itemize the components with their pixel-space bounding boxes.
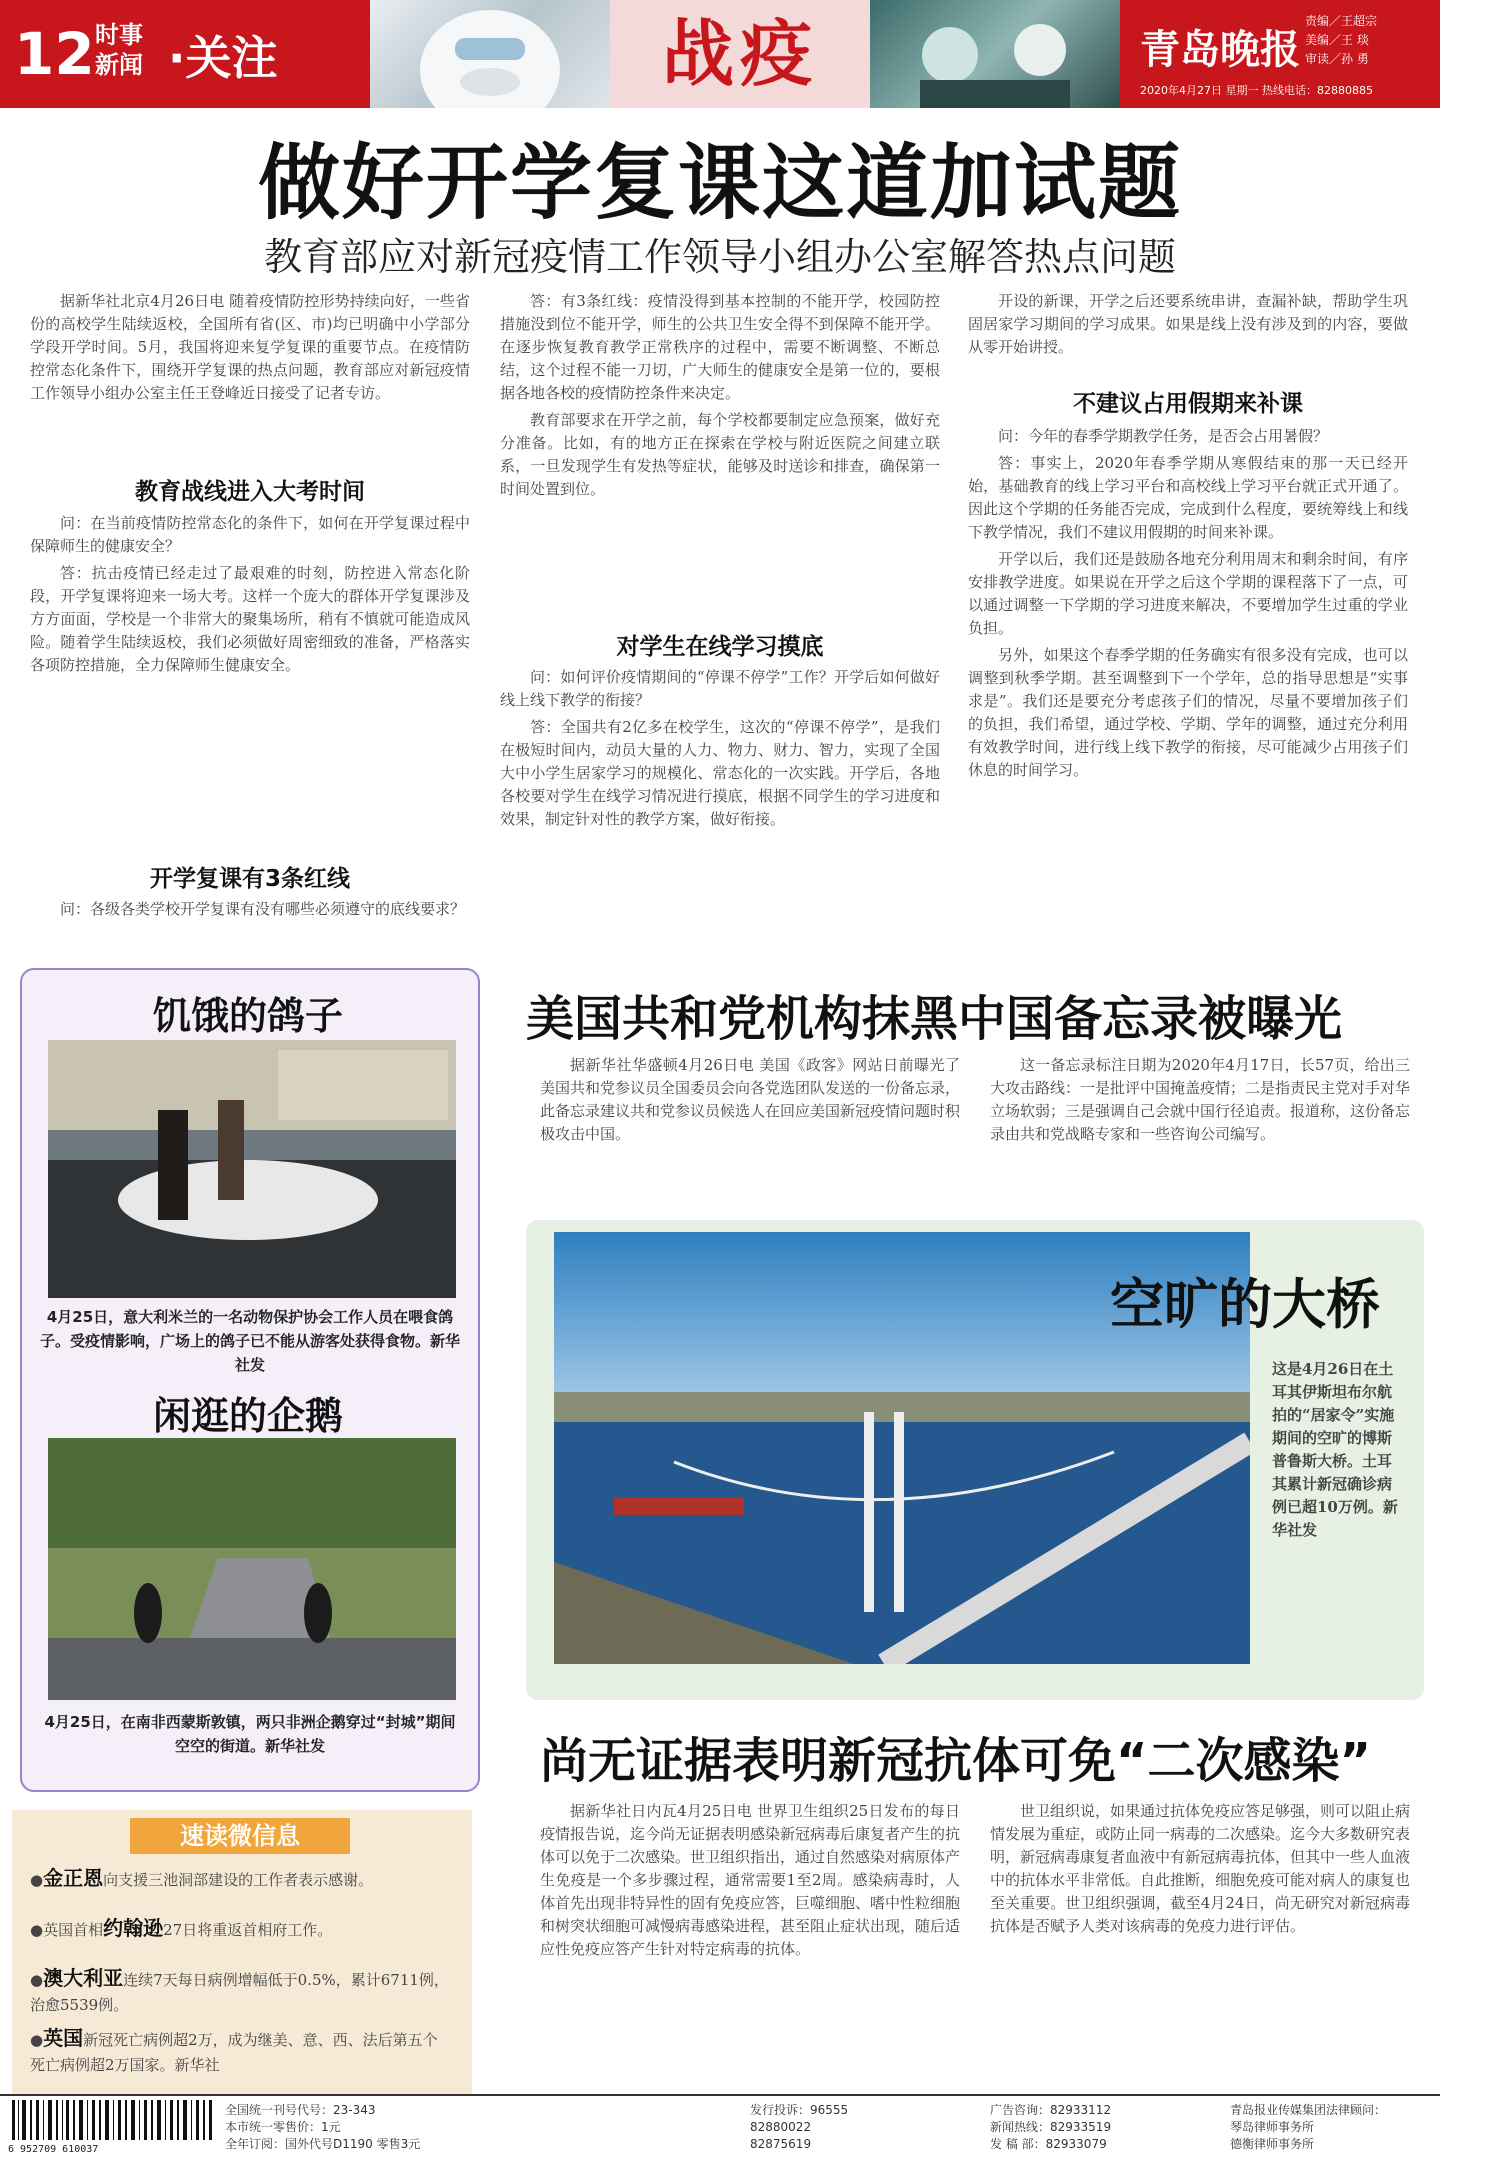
editor-line: 责编／王超宗 bbox=[1305, 14, 1378, 28]
article-column bbox=[540, 1054, 960, 1204]
brief-lead: 英国 bbox=[43, 2026, 84, 2050]
pigeons-caption: 4月25日，意大利米兰的一名动物保护协会工作人员在喂食鸽子。受疫情影响，广场上的鸽子已不能从游客处获得食物。新华社发 bbox=[40, 1308, 461, 1374]
paragraph: 这一备忘录标注日期为2020年4月17日，长57页，给出三大攻击路线：一是批评中国掩盖疫情；二是指责民主党对手对华立场软弱；三是强调自己会就中国行径追责。报道称，这份备忘录由共和党战略专家和一些咨询公司编写。 bbox=[990, 1056, 1410, 1143]
banner-photo-medic bbox=[370, 0, 610, 108]
footer-line: 全年订阅：国外代号D1190 零售3元 bbox=[225, 2137, 421, 2151]
pigeons-photo bbox=[48, 1040, 456, 1298]
main-headline: 做好开学复课这道加试题 bbox=[257, 136, 1182, 231]
paragraph: 另外，如果这个春季学期的任务确实有很多没有完成，也可以调整到秋季学期。甚至调整到下一个学年，总的指导思想是“实事求是”。我们还是要充分考虑孩子们的情况，尽量不要增加孩子们的负担，我们希望，通过学校、学期、学年的调整，通过充分利用有效教学时间，进行线上线下教学的衔接，尽可能减少占用孩子们休息的时间学习。 bbox=[968, 646, 1408, 779]
brief-lead: 澳大利亚 bbox=[43, 1966, 124, 1990]
section-label-small: 时事新闻 bbox=[95, 21, 143, 79]
penguins-photo bbox=[48, 1438, 456, 1700]
paragraph: 问：在当前疫情防控常态化的条件下，如何在开学复课过程中保障师生的健康安全？ bbox=[30, 514, 470, 555]
brief-news-title: 速读微信息 bbox=[130, 1818, 350, 1854]
footer-line: 82880022 bbox=[750, 2120, 812, 2134]
brief-text: 连续7天每日病例增幅低于0.5%，累计6711例，治愈5539例。 bbox=[30, 1971, 449, 2014]
editor-line: 审读／孙 勇 bbox=[1305, 52, 1369, 66]
paragraph: 据新华社日内瓦4月25日电 世界卫生组织25日发布的每日疫情报告说，迄今尚无证据表明感染新冠病毒后康复者产生的抗体可以免于二次感染。世卫组织指出，通过自然感染对病原体产生免疫是一个多步骤过程，通常需要1至2周。感染病毒时，人体首先出现非特异性的固有免疫应答，巨噬细胞、嗜中性粒细胞和树突状细胞可减慢病毒感染进程，甚至阻止症状出现，随后适应性免疫应答产生针对特定病毒的抗体。 bbox=[540, 1802, 960, 1958]
paragraph: 问：今年的春季学期教学任务，是否会占用暑假？ bbox=[998, 427, 1329, 445]
footer-line: 青岛报业传媒集团法律顾问： bbox=[1230, 2103, 1387, 2117]
theme-title: 战疫 bbox=[610, 0, 870, 108]
paragraph: 答：事实上，2020年春季学期从寒假结束的那一天已经开始，基础教育的线上学习平台和高校线上学习平台就正式开通了。因此这个学期的任务能否完成，完成到什么程度，要统筹线上和线下教学情况，我们不建议用假期的时间来补课。 bbox=[968, 454, 1408, 541]
section-label: ·关注 bbox=[168, 31, 278, 85]
article-column bbox=[30, 290, 470, 460]
footer-line: 广告咨询：82933112 bbox=[990, 2103, 1112, 2117]
paragraph: 答：全国共有2亿多在校学生，这次的“停课不停学”，是我们在极短时间内，动员大量的人力、物力、财力、智力，实现了全国大中小学生居家学习的规模化、常态化的一次实践。开学后，各地各校要对学生在线学习情况进行摸底，根据不同学生的学习进度和效果，制定针对性的教学方案，做好衔接。 bbox=[500, 718, 940, 828]
editors-list bbox=[1305, 12, 1435, 69]
paragraph: 世卫组织说，如果通过抗体免疫应答足够强，则可以阻止病情发展为重症，或防止同一病毒的二次感染。迄今大多数研究表明，新冠病毒康复者血液中有新冠病毒抗体，但其中一些人血液中的抗体水平非常低。自此推断，细胞免疫可能对病人的康复也至关重要。世卫组织强调，截至4月24日，尚无研究对新冠病毒抗体是否赋予人类对该病毒的免疫力进行评估。 bbox=[990, 1802, 1410, 1935]
pigeons-illustration bbox=[48, 1040, 456, 1298]
brief-text: 新冠死亡病例超2万，成为继美、意、西、法后第五个死亡病例超2万国家。新华社 bbox=[30, 2031, 438, 2074]
pigeons-title: 饥饿的鸽子 bbox=[152, 994, 343, 1038]
article-column bbox=[500, 290, 940, 620]
paragraph: 问：如何评价疫情期间的“停课不停学”工作？开学后如何做好线上线下教学的衔接？ bbox=[500, 668, 940, 709]
subheading: 开学复课有3条红线 bbox=[149, 866, 350, 892]
subheading: 教育战线进入大考时间 bbox=[135, 479, 365, 505]
footer-line: 德衡律师事务所 bbox=[1230, 2137, 1315, 2151]
paragraph: 答：抗击疫情已经走过了最艰难的时刻，防控进入常态化阶段，开学复课将迎来一场大考。这样一个庞大的群体开学复课涉及方方面面，学校是一个非常大的聚集场所，稍有不慎就可能造成风险。随着学生陆续返校，我们必须做好周密细致的准备，严格落实各项防控措施，全力保障师生健康安全。 bbox=[30, 564, 470, 674]
bridge-title: 空旷的大桥 bbox=[1110, 1273, 1380, 1336]
brief-pre: 英国首相 bbox=[43, 1921, 104, 1939]
footer-line: 琴岛律师事务所 bbox=[1230, 2120, 1315, 2134]
paragraph: 教育部要求在开学之前，每个学校都要制定应急预案，做好充分准备。比如，有的地方正在探索在学校与附近医院之间建立联系，一旦发现学生有发热等症状，能够及时送诊和排查，确保第一时间处置到位。 bbox=[500, 411, 940, 498]
nurses-illustration bbox=[870, 0, 1120, 108]
barcode bbox=[8, 2100, 218, 2155]
barcode-number: 6 952709 610037 bbox=[8, 2144, 99, 2155]
paragraph: 问：各级各类学校开学复课有没有哪些必须遵守的底线要求？ bbox=[60, 900, 466, 918]
paragraph: 开学以后，我们还是鼓励各地充分利用周末和剩余时间，有序安排教学进度。如果说在开学之后这个学期的课程落下了一点，可以通过调整一下学期的学习进度来解决，不要增加学生过重的学业负担。 bbox=[968, 550, 1408, 637]
main-subheadline: 教育部应对新冠疫情工作领导小组办公室解答热点问题 bbox=[263, 235, 1176, 279]
footer-line: 发 稿 部：82933079 bbox=[990, 2137, 1107, 2151]
article-column bbox=[990, 1054, 1410, 1204]
footer-line: 82875619 bbox=[750, 2137, 812, 2151]
footer-line: 本市统一零售价：1元 bbox=[225, 2120, 341, 2134]
footer-info-2 bbox=[750, 2102, 940, 2153]
subheading: 不建议占用假期来补课 bbox=[1073, 391, 1303, 417]
paragraph: 开设的新课，开学之后还要系统串讲，查漏补缺，帮助学生巩固居家学习期间的学习成果。如果是线上没有涉及到的内容，要做从零开始讲授。 bbox=[968, 292, 1408, 356]
editor-line: 美编／王 琰 bbox=[1305, 33, 1369, 47]
article-column bbox=[968, 290, 1408, 370]
dateline: 2020年4月27日 星期一 热线电话：82880885 bbox=[1140, 84, 1373, 97]
article-column bbox=[968, 425, 1408, 945]
footer-info-4 bbox=[1230, 2102, 1430, 2153]
article-column bbox=[30, 512, 470, 842]
paragraph: 据新华社华盛顿4月26日电 美国《政客》网站日前曝光了美国共和党参议员全国委员会向各党选团队发送的一份备忘录，此备忘录建议共和党参议员候选人在回应美国新冠疫情问题时积极攻击中国。 bbox=[540, 1056, 960, 1143]
subheading: 对学生在线学习摸底 bbox=[616, 634, 824, 660]
bridge-caption: 这是4月26日在土耳其伊斯坦布尔航拍的“居家令”实施期间的空旷的博斯普鲁斯大桥。土耳其累计新冠确诊病例已超10万例。新华社发 bbox=[1272, 1360, 1398, 1539]
antibody-headline: 尚无证据表明新冠抗体可免“二次感染” bbox=[540, 1733, 1372, 1789]
brief-item: ●金正恩向支援三池洞部建设的工作者表示感谢。 bbox=[30, 1866, 374, 1890]
medic-illustration bbox=[370, 0, 610, 108]
brief-text: 27日将重返首相府工作。 bbox=[163, 1921, 333, 1939]
penguins-caption: 4月25日，在南非西蒙斯敦镇，两只非洲企鹅穿过“封城”期间空空的街道。新华社发 bbox=[44, 1713, 456, 1755]
footer-line: 发行投诉：96555 bbox=[750, 2103, 849, 2117]
brief-item: ●澳大利亚连续7天每日病例增幅低于0.5%，累计6711例，治愈5539例。 bbox=[30, 1966, 449, 2014]
brief-item: ●英国新冠死亡病例超2万，成为继美、意、西、法后第五个死亡病例超2万国家。新华社 bbox=[30, 2026, 438, 2074]
footer-line: 新闻热线：82933519 bbox=[990, 2120, 1112, 2134]
brief-text: 向支援三池洞部建设的工作者表示感谢。 bbox=[103, 1871, 374, 1889]
article-column bbox=[30, 898, 470, 948]
footer-line: 全国统一刊号代号：23-343 bbox=[225, 2103, 376, 2117]
paragraph: 答：有3条红线：疫情没得到基本控制的不能开学，校园防控措施没到位不能开学，师生的公共卫生安全得不到保障不能开学。在逐步恢复教育教学正常秩序的过程中，需要不断调整、不断总结，这个过程不能一刀切，广大师生的健康安全是第一位的，要根据各地各校的疫情防控条件来决定。 bbox=[500, 292, 940, 402]
us-headline: 美国共和党机构抹黑中国备忘录被曝光 bbox=[526, 991, 1343, 1047]
paper-logo: 青岛晚报 bbox=[1140, 26, 1300, 73]
footer-info-3 bbox=[990, 2102, 1190, 2153]
brief-lead: 金正恩 bbox=[43, 1866, 104, 1890]
paragraph: 据新华社北京4月26日电 随着疫情防控形势持续向好，一些省份的高校学生陆续返校，全国所有省(区、市)均已明确中小学部分学段开学时间。5月，我国将迎来复学复课的重要节点。在疫情防控常态化条件下，围绕开学复课的热点问题，教育部应对新冠疫情工作领导小组办公室主任王登峰近日接受了记者专访。 bbox=[30, 292, 470, 402]
brief-lead: 约翰逊 bbox=[103, 1916, 164, 1940]
penguins-illustration bbox=[48, 1438, 456, 1700]
barcode-bars bbox=[8, 2100, 218, 2140]
banner-photo-nurses bbox=[870, 0, 1120, 108]
article-column bbox=[990, 1800, 1410, 2080]
page-number: 12 bbox=[14, 20, 95, 88]
footer-info-1 bbox=[225, 2102, 515, 2153]
article-column bbox=[500, 666, 940, 946]
article-column bbox=[540, 1800, 960, 2080]
brief-item: ●英国首相约翰逊27日将重返首相府工作。 bbox=[30, 1916, 333, 1940]
penguins-title: 闲逛的企鹅 bbox=[152, 1394, 343, 1438]
